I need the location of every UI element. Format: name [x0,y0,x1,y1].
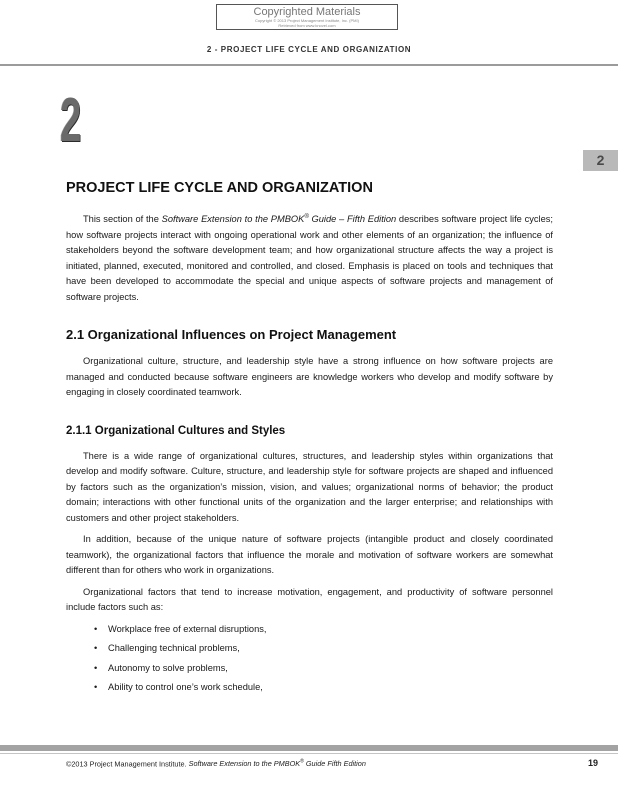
chapter-side-tab: 2 [583,150,618,171]
list-item [94,622,553,642]
chapter-number: 2 [60,86,82,155]
footer-book-tail: Guide Fifth Edition [303,759,366,769]
intro-paragraph [66,210,553,305]
watermark-line-1: Copyright © 2013 Project Management Institute, Inc. (PMI) [255,18,359,23]
bullet-icon: • [94,682,98,693]
running-header: 2 - PROJECT LIFE CYCLE AND ORGANIZATION [206,45,412,54]
bullet-icon: • [94,643,98,654]
chapter-title: PROJECT LIFE CYCLE AND ORGANIZATION [66,180,373,196]
watermark-title: Copyrighted Materials [253,6,361,18]
intro-book-reference [162,214,397,224]
section-2-1-heading: 2.1 Organizational Influences on Project Management [66,327,397,343]
watermark-line-2: Retrieved from www.knovel.com [278,23,336,28]
cultures-paragraph-1: There is a wide range of organizational cultures, structures, and leadership styles within organizations that develop and modify software. Culture, structure, and leadership style for software projects are shaped and influenced by factors such as the organization’s mission, vision, and values; organizational norms of behavior; the product domain; interactions with other functional units of the organization and the larger enterprise; and relationships with customers and other project stakeholders. [66,450,553,523]
cultures-paragraph-2: In addition, because of the unique nature of software projects (intangible product and closely coordinated teamwork), the organizational factors that influence the morale and motivation of software workers are somewhat different than for others who work in organizations. [66,534,553,576]
footer-book-registered: ® [300,759,304,765]
section-2-1-1-heading: 2.1.1 Organizational Cultures and Styles [66,424,286,437]
bullet-icon: • [94,662,98,673]
footer-book-main: Software Extension to the PMBOK [188,759,301,769]
cultures-paragraph-3: Organizational factors that tend to increase motivation, engagement, and productivity of software personnel include factors such as: [66,586,553,613]
list-item-text: Ability to control one’s work schedule, [108,682,263,693]
footer-divider [0,745,618,751]
list-item-text: Autonomy to solve problems, [108,662,228,673]
intro-ref-registered: ® [304,214,309,220]
footer-copyright [66,759,536,768]
section-2-1-paragraph: Organizational culture, structure, and leadership style have a strong influence on how software projects are managed and conducted because software engineers are knowledge workers who develop and modify software by engaging in closely coordinated teamwork. [66,356,553,398]
header-divider [0,64,618,66]
intro-text-after: describes software project life cycles; how software projects interact with ongoing operational work and other elements of an organization; the influence of stakeholders beyond the software development team; and how organizational structure affects the way a project is initiated, planned, executed, monitored and controlled, and closed. Emphasis is placed on tools and techniques that have been developed to accommodate the special and unique aspects of software projects and management of software projects. [66,214,553,302]
footer-divider-thin [0,753,618,754]
page-content [66,178,553,700]
footer-copyright-text: ©2013 Project Management Institute. [66,759,189,769]
copyright-watermark [216,4,398,30]
footer-book-title [189,759,366,768]
motivation-factors-list [66,622,553,700]
list-item-text: Challenging technical problems, [108,643,240,654]
list-item [94,661,553,681]
intro-text-before: This section of the [83,214,162,225]
list-item [94,641,553,661]
intro-ref-main: Software Extension to the PMBOK [161,214,305,225]
page-number: 19 [587,758,598,768]
bullet-icon: • [94,623,98,634]
list-item-text: Workplace free of external disruptions, [108,623,267,634]
list-item [94,680,553,700]
intro-ref-tail: Guide – Fifth Edition [308,214,397,225]
